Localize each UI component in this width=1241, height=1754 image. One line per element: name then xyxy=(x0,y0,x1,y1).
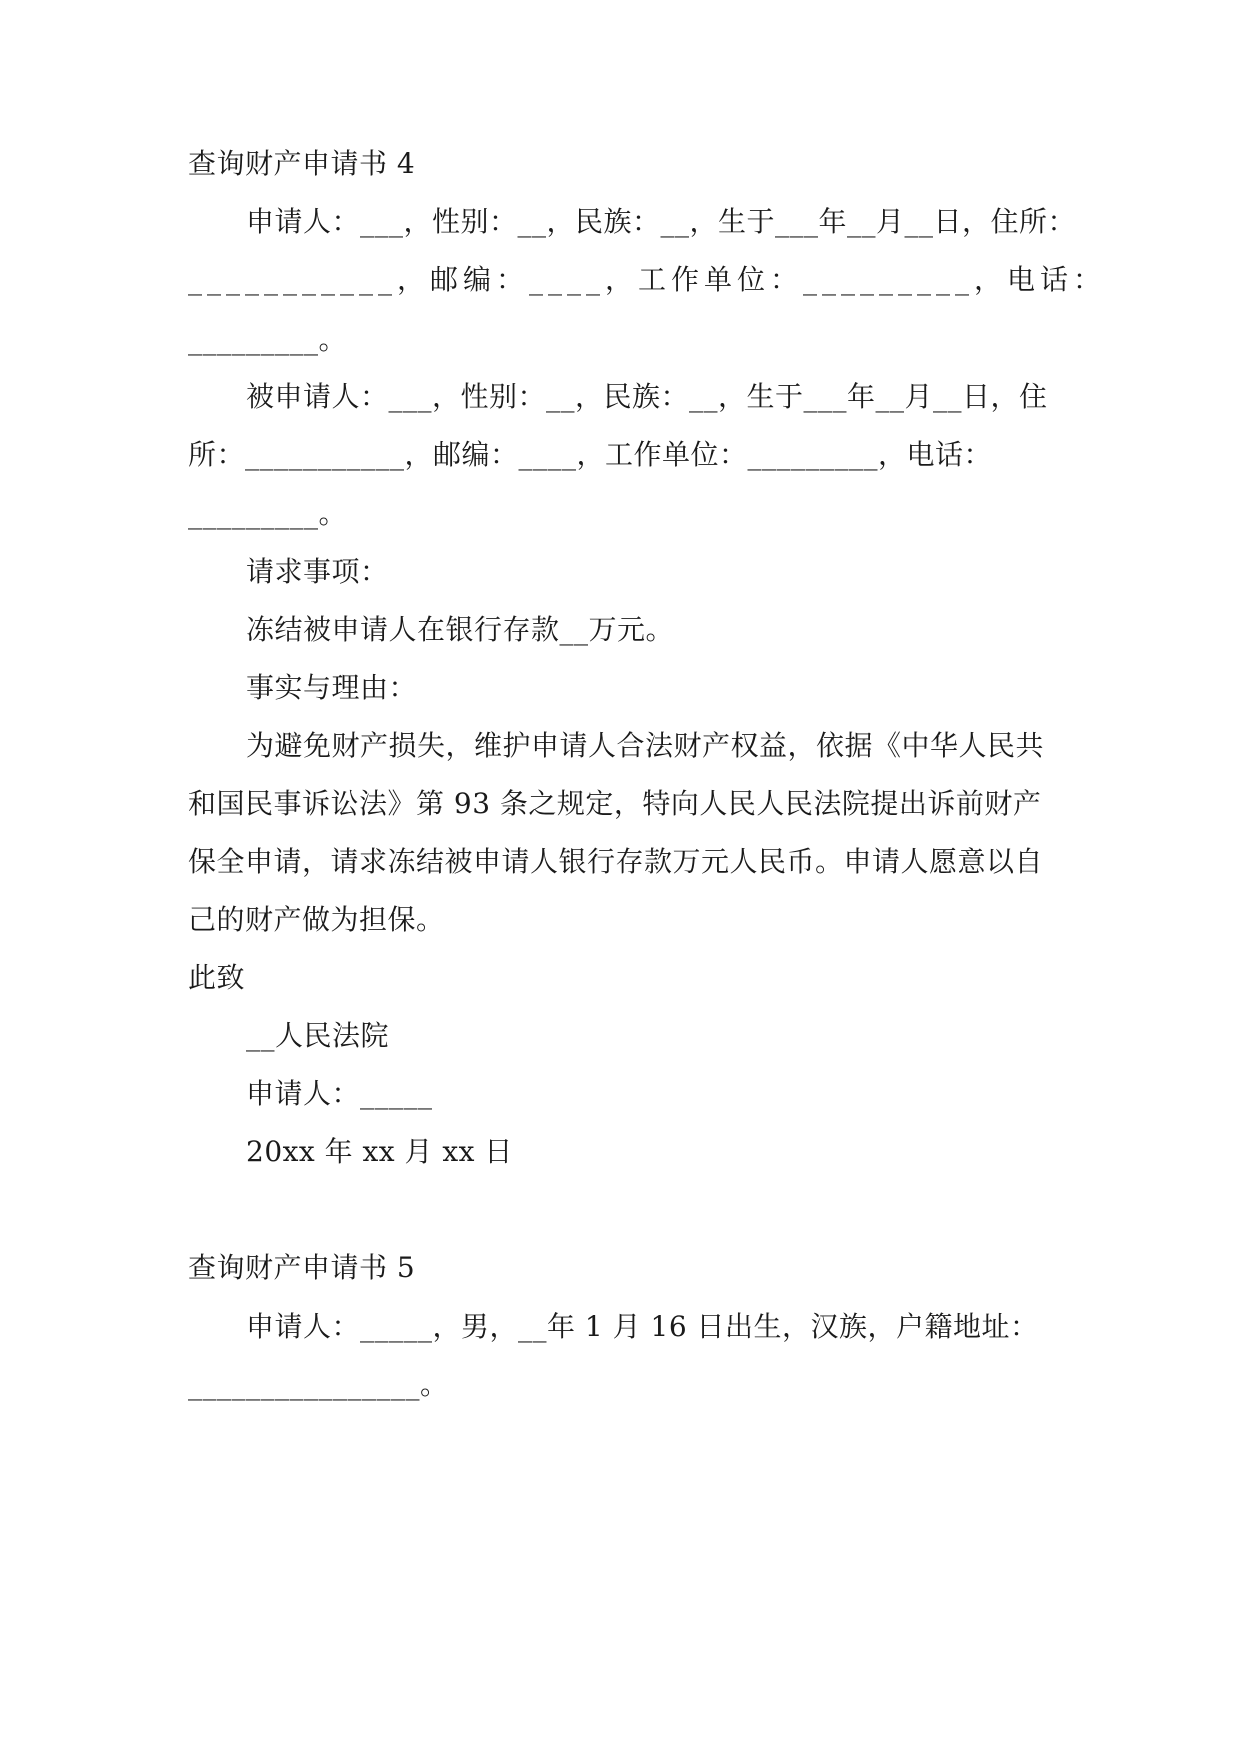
section-5-applicant-line-1: 申请人：_____，男，__年 1 月 16 日出生，汉族，户籍地址： xyxy=(246,1310,1039,1343)
applicant-line-1: 申请人：___，性别：__，民族：__，生于___年__月__日，住所： xyxy=(246,205,1077,238)
section-5-applicant-line-2: ________________。 xyxy=(188,1368,449,1401)
facts-line-3: 保全申请，请求冻结被申请人银行存款万元人民币。申请人愿意以自 xyxy=(188,845,1044,878)
applicant-line-3: _________。 xyxy=(188,323,348,356)
respondent-line-3: _________。 xyxy=(188,497,348,530)
facts-line-4: 己的财产做为担保。 xyxy=(188,903,445,936)
section-5-title: 查询财产申请书 5 xyxy=(188,1251,416,1284)
request-heading: 请求事项： xyxy=(246,555,389,588)
facts-line-2: 和国民事诉讼法》第 93 条之规定，特向人民人民法院提出诉前财产 xyxy=(188,787,1042,820)
respondent-line-2: 所：___________，邮编：____，工作单位：_________，电话： xyxy=(188,438,993,471)
section-4-title: 查询财产申请书 4 xyxy=(188,147,416,180)
applicant-line-2: ___________，邮编：____，工作单位：_________，电话： xyxy=(188,263,1107,296)
respondent-line-1: 被申请人：___，性别：__，民族：__，生于___年__月__日，住 xyxy=(246,380,1048,413)
salutation: 此致 xyxy=(188,961,246,994)
date-line: 20xx 年 xx 月 xx 日 xyxy=(246,1135,513,1168)
signature-line: 申请人：_____ xyxy=(246,1077,433,1110)
court-name: __人民法院 xyxy=(246,1019,390,1052)
request-text: 冻结被申请人在银行存款__万元。 xyxy=(246,613,675,646)
facts-line-1: 为避免财产损失，维护申请人合法财产权益，依据《中华人民共 xyxy=(246,729,1045,762)
facts-heading: 事实与理由： xyxy=(246,671,418,704)
